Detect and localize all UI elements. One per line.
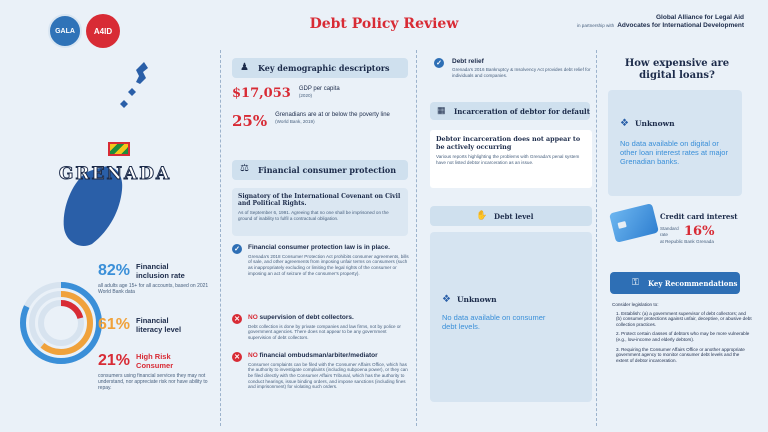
org1-name: Global Alliance for Legal Aid bbox=[655, 14, 744, 21]
covenant-text: As of September 6, 1991. Agreeing that no one shall be imprisoned on the ground of inability to fulfil a contractual obligation. bbox=[238, 210, 389, 221]
digital-loans-text: No data available on digital or other loan interest rates at major Grenadian banks. bbox=[620, 139, 728, 167]
key-icon: ⚿ bbox=[632, 277, 639, 287]
grenada-map bbox=[40, 58, 160, 254]
debt-level-text: No data available on consumer debt levels. bbox=[442, 313, 546, 331]
poverty-label: Grenadians are at or below the poverty line bbox=[275, 112, 390, 118]
credit-card-title: Credit card interest bbox=[660, 212, 738, 221]
partner-block bbox=[520, 14, 744, 29]
incarceration-box-title: Debtor incarceration does not appear to be actively occurring bbox=[436, 135, 581, 151]
cp-law-title: Financial consumer protection law is in place. bbox=[248, 244, 390, 251]
credit-card-source: at Republic Bank Grenada bbox=[660, 239, 714, 244]
debt-relief-text: Grenada's 2016 Bankruptcy & Insolvency Act provides debt relief for individuals and companies. bbox=[452, 67, 591, 78]
covenant-box bbox=[232, 188, 408, 236]
cp-item-ombudsman bbox=[232, 352, 410, 390]
no-prefix: NO bbox=[248, 352, 258, 359]
risk-note: consumers using financial services they may not understand, nor appreciate risk nor have ability to repay. bbox=[98, 373, 208, 391]
partnership-prefix: in partnership with bbox=[576, 23, 615, 28]
demographics-header: ♟ Key demographic descriptors bbox=[232, 58, 408, 78]
risk-label: High Risk Consumer bbox=[136, 352, 174, 370]
divider bbox=[220, 50, 221, 426]
credit-card-block bbox=[660, 212, 746, 245]
no-prefix: NO bbox=[248, 314, 258, 321]
digital-loans-box bbox=[608, 90, 742, 196]
credit-card-rate: 16% bbox=[684, 224, 715, 239]
poverty-row bbox=[232, 112, 412, 130]
debt-relief bbox=[434, 58, 592, 78]
debt-level-unknown: Unknown bbox=[456, 295, 497, 304]
puzzle-icon: ❖ bbox=[442, 294, 451, 305]
island-chain bbox=[136, 62, 148, 84]
stats-rings bbox=[16, 278, 106, 368]
literacy-label: Financial literacy level bbox=[136, 316, 182, 334]
literacy-value: 61% bbox=[98, 316, 131, 333]
cp-collectors-title: supervision of debt collectors. bbox=[257, 314, 354, 321]
recommendations-header: ⚿ Key Recommendations bbox=[610, 272, 740, 294]
debt-level-box bbox=[430, 232, 592, 402]
inclusion-note: all adults age 15+ for all accounts, based on 2021 World Bank data bbox=[98, 283, 209, 295]
incarceration-header: ▦ Incarceration of debtor for default bbox=[430, 102, 590, 120]
grenada-flag bbox=[108, 142, 130, 156]
scales-icon: ⚖ bbox=[240, 163, 249, 174]
cp-collectors-text: Debt collection is done by private companies and law firms, not by police or government agencies. There does not appear to be any government supervision of debt collectors. bbox=[248, 323, 401, 340]
header bbox=[0, 0, 768, 46]
digital-loans-heading: How expensive are digital loans? bbox=[624, 58, 730, 81]
gala-logo: GALA bbox=[48, 14, 82, 48]
island-chain bbox=[120, 88, 136, 108]
credit-card-icon bbox=[609, 203, 659, 243]
inclusion-value: 82% bbox=[98, 262, 131, 279]
people-icon: ♟ bbox=[240, 62, 249, 73]
divider bbox=[596, 50, 597, 426]
recommendations-list bbox=[612, 302, 752, 363]
cp-item-law bbox=[232, 244, 410, 276]
page-title: Debt Policy Review bbox=[309, 16, 459, 32]
cp-ombudsman-title: financial ombudsman/arbiter/mediator bbox=[257, 352, 378, 359]
recommendation-item: 2. Protect certain classes of debtors who may be more vulnerable (e.g., low-income and elderly debtors). bbox=[616, 331, 750, 342]
incarceration-box-text: Various reports highlighting the problems with Grenada's penal system have not listed debtor incarceration as an issue. bbox=[436, 154, 580, 165]
divider bbox=[416, 50, 417, 426]
stat-risk bbox=[98, 352, 216, 391]
rate-label: Standard rate bbox=[660, 225, 679, 237]
gdp-year: (2020) bbox=[298, 93, 313, 99]
a4id-logo: A4ID bbox=[86, 14, 120, 48]
recommendation-item: 1. Establish: (a) a government supervisor of debt collectors; and (b) consumer protections against unfair, deceptive, or abusive debt collection practices. bbox=[616, 310, 752, 327]
gdp-label: GDP per capita bbox=[298, 86, 340, 92]
country-name: GRENADA bbox=[58, 164, 172, 184]
cp-law-text: Grenada's 2018 Consumer Protection Act prohibits consumer agreements, bills of sale, and other agreements from imposing unfair terms on consumers (such as inappropriately excluding or limiting the legal rights of the consumer or imposing an act of seizure of the consumer's property). bbox=[248, 253, 409, 276]
recommendation-item: 3. Requiring the Consumer Affairs Office or another appropriate government agency to monitor consumer debt levels and the extent of debtor incarceration. bbox=[616, 346, 745, 363]
check-icon: ✓ bbox=[434, 58, 444, 68]
inclusion-label: Financial inclusion rate bbox=[136, 262, 185, 280]
poverty-source: (World Bank, 2019) bbox=[275, 119, 315, 125]
stat-inclusion bbox=[98, 262, 216, 295]
poverty-value: 25% bbox=[232, 112, 268, 130]
covenant-title: Signatory of the International Covenant on Civil and Political Rights. bbox=[238, 193, 401, 208]
check-icon: ✓ bbox=[232, 244, 242, 254]
incarceration-box bbox=[430, 130, 592, 188]
debt-relief-title: Debt relief bbox=[452, 58, 484, 65]
recommendations-intro: Consider legislation to: bbox=[612, 302, 659, 307]
cross-icon: ✕ bbox=[232, 314, 242, 324]
gdp-value: $17,053 bbox=[232, 86, 291, 101]
debt-level-header: ✋ Debt level bbox=[430, 206, 592, 226]
building-icon: ▦ bbox=[437, 105, 446, 115]
risk-value: 21% bbox=[98, 352, 131, 369]
puzzle-icon: ❖ bbox=[620, 118, 629, 129]
digital-loans-unknown: Unknown bbox=[634, 119, 675, 128]
cp-ombudsman-text: Consumer complaints can be filed with the Consumer Affairs Office, which has the authority to investigate complaints (including subpoena power), or they can be filed directly with the Consumer Affairs Tribunal, which has the authority to conduct hearings, issue binding orders, and impose sanctions (including fines and imprisonment) for violating such orders. bbox=[248, 361, 408, 390]
stat-literacy bbox=[98, 316, 216, 334]
consumer-protection-header: ⚖ Financial consumer protection bbox=[232, 160, 408, 180]
money-hand-icon: ✋ bbox=[476, 210, 488, 220]
gdp-row bbox=[232, 86, 412, 101]
org2-name: Advocates for International Development bbox=[617, 22, 744, 29]
cross-icon: ✕ bbox=[232, 352, 242, 362]
cp-item-collectors bbox=[232, 314, 410, 341]
